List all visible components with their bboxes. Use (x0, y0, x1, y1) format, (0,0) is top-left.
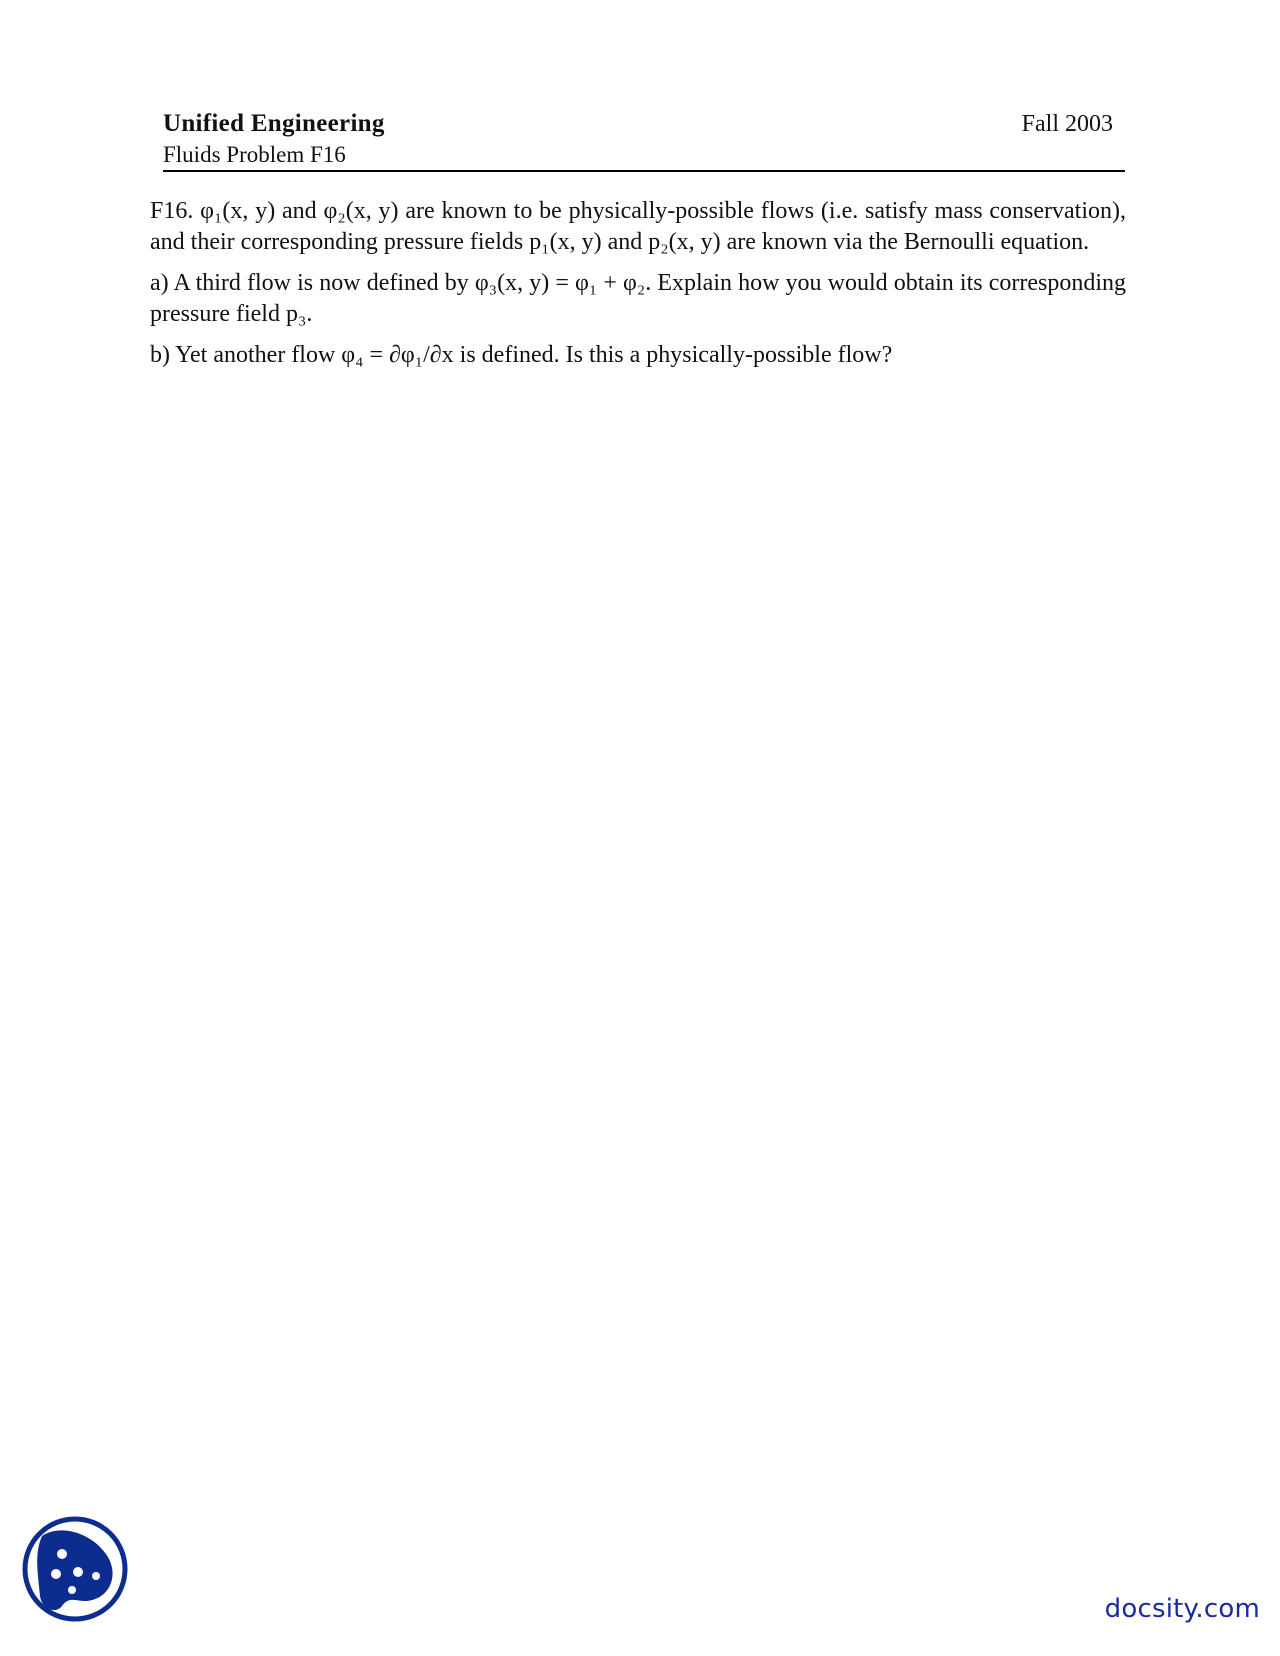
problem-intro: F16. φ₁(x, y) and φ₂(x, y) are known to be physically-possible flows (i.e. satisfy mass conservation), and their corresponding pressure fields p₁(x, y) and p₂(x, y) are known via the Bernoulli equation. (150, 198, 1126, 255)
brand-link[interactable]: docsity.com (1104, 1594, 1260, 1624)
problem-part-a: a) A third flow is now defined by φ₃(x, y) = φ₁ + φ₂. Explain how you would obtain its corresponding pressure field p₃. (150, 270, 1126, 327)
term-label: Fall 2003 (1021, 111, 1113, 137)
problem-part-b: b) Yet another flow φ₄ = ∂φ₁/∂x is defined. Is this a physically-possible flow? (150, 342, 893, 368)
problem-body (150, 196, 1126, 381)
page-header (163, 108, 1125, 172)
problem-label: Fluids Problem F16 (163, 142, 346, 167)
docsity-logo-icon[interactable] (20, 1514, 130, 1624)
course-title: Unified Engineering (163, 110, 385, 137)
